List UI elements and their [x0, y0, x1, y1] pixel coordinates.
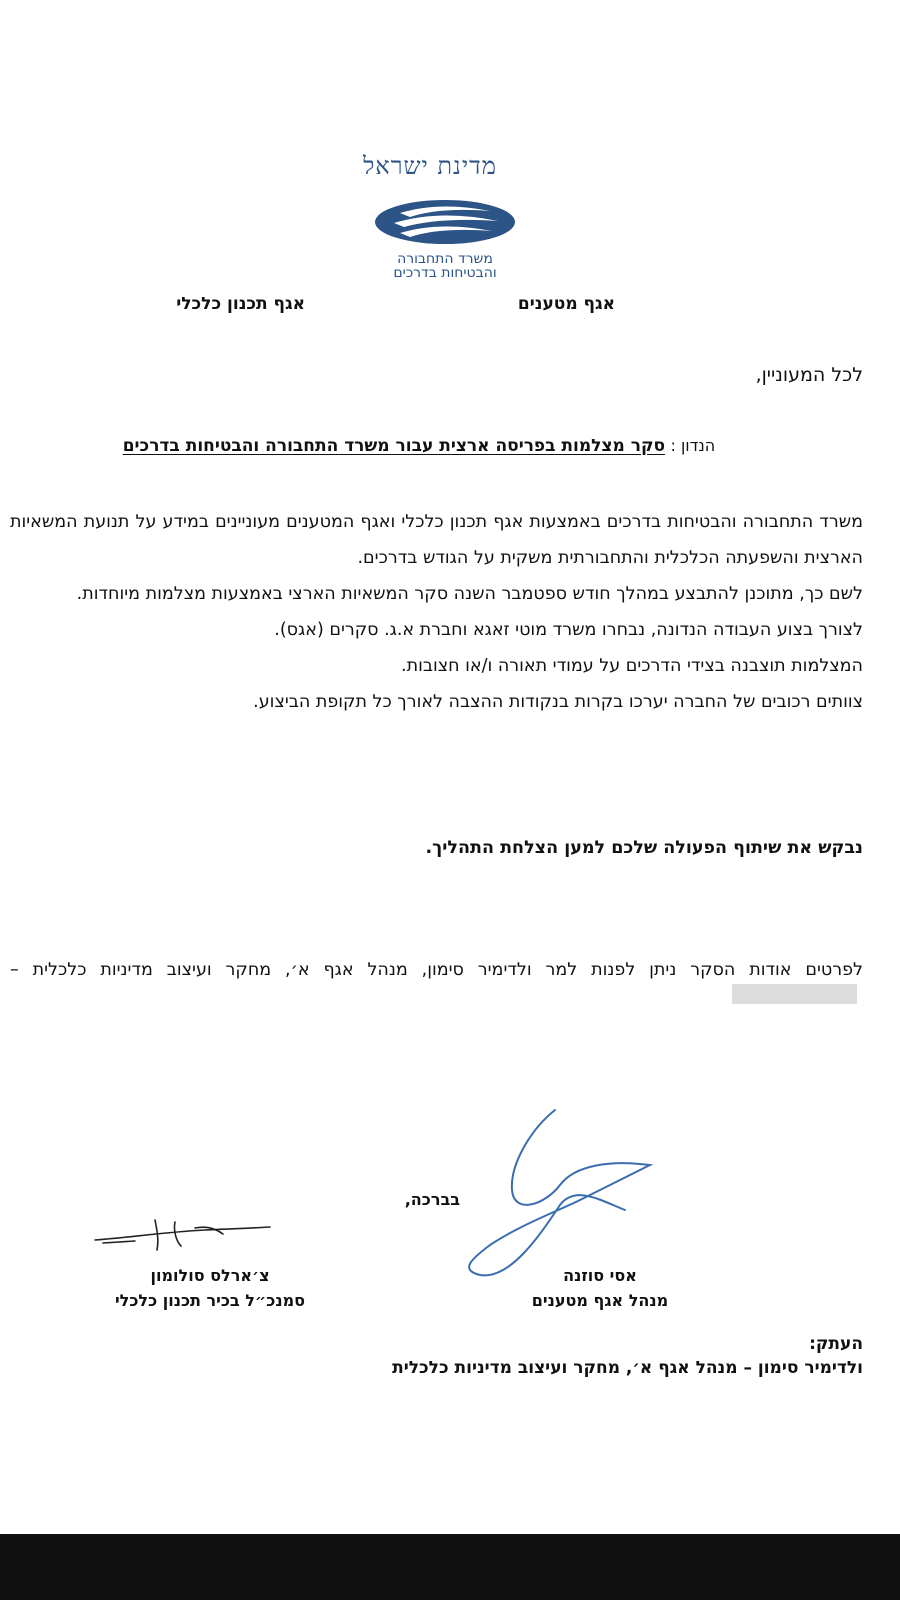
- body-paragraph-4: המצלמות תוצבנה בצידי הדרכים על עמודי תאורה ו/או חצובות.: [401, 656, 863, 676]
- signatory-left-title: סמנכ״ל בכיר תכנון כלכלי: [114, 1291, 306, 1310]
- ministry-name-line2: והבטיחות בדרכים: [393, 265, 497, 281]
- cc-line: ולדימיר סימון – מנהל אגף א׳, מחקר ועיצוב מדיניות כלכלית: [392, 1358, 863, 1378]
- redacted-contact: [732, 984, 857, 1004]
- subject-line: [60, 436, 778, 456]
- ministry-logo: [370, 197, 520, 247]
- signature-right: [450, 1105, 675, 1280]
- ministry-name-line1: משרד התחבורה: [397, 251, 493, 267]
- bottom-black-bar: [0, 1534, 900, 1600]
- letter-body: [10, 504, 863, 720]
- contact-details: [10, 958, 863, 1006]
- cc-label: העתק:: [809, 1334, 863, 1354]
- body-paragraph-1: משרד התחבורה והבטיחות בדרכים באמצעות אגף תכנון כלכלי ואגף המטענים מעוניינים במידע על תנועת המשאיות הארצית והשפעתה הכלכלית והתחבורתית משקית על הגודש בדרכים.: [10, 512, 863, 568]
- body-paragraph-5: צוותים רכובים של החברה יערכו בקרות בנקודות ההצבה לאורך כל תקופת הביצוע.: [253, 692, 863, 712]
- subject-label: הנדון :: [670, 436, 716, 455]
- cooperation-request: נבקש את שיתוף הפעולה שלכם למען הצלחת התהליך.: [425, 838, 863, 858]
- signatory-right-name: אסי סוזנה: [563, 1266, 637, 1285]
- body-paragraph-3: לצורך בצוע העבודה הנדונה, נבחרו משרד מוטי זאגא וחברת א.ג. סקרים (אגס).: [274, 620, 863, 640]
- contact-details-text: לפרטים אודות הסקר ניתן לפנות למר ולדימיר סימון, מנהל אגף א׳, מחקר ועיצוב מדיניות כלכלית –: [10, 960, 863, 980]
- copy-recipients: [392, 1332, 863, 1380]
- department-economic-planning: אגף תכנון כלכלי: [176, 294, 305, 314]
- signatory-left: [75, 1263, 345, 1313]
- subject-text: סקר מצלמות בפריסה ארצית עבור משרד התחבורה והבטיחות בדרכים: [122, 436, 666, 456]
- body-paragraph-2: לשם כך, מתוכנן להתבצע במהלך חודש ספטמבר השנה סקר המשאיות הארצי באמצעות מצלמות מיוחדות.: [76, 584, 863, 604]
- signatory-right-title: מנהל אגף מטענים: [531, 1291, 669, 1310]
- signatory-right: [490, 1263, 710, 1313]
- state-title: מדינת ישראל: [363, 152, 497, 180]
- closing-regards: בברכה,: [404, 1190, 460, 1209]
- signatory-left-name: צ׳ארלס סולומון: [150, 1266, 270, 1285]
- ministry-name: [370, 252, 520, 280]
- salutation: לכל המעוניין,: [755, 364, 863, 386]
- signature-left: [85, 1210, 275, 1255]
- department-cargo: אגף מטענים: [517, 294, 615, 314]
